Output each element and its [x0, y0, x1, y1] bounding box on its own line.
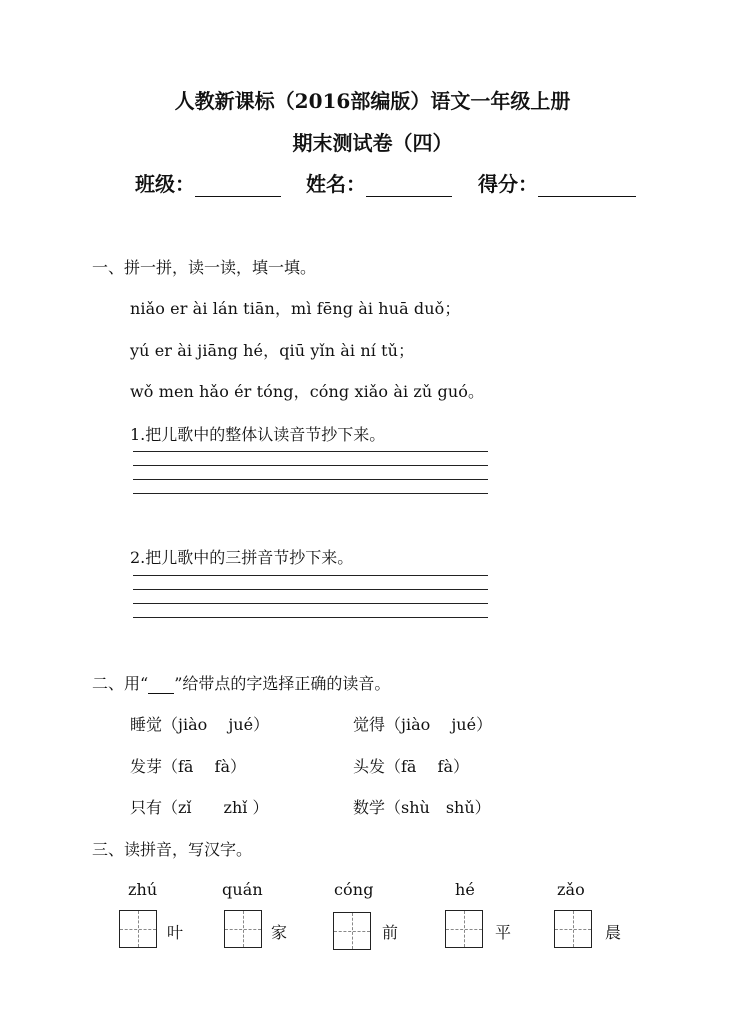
name-field [306, 168, 452, 197]
pinyin-line: wǒ men hǎo ér tóng，cóng xiǎo ài zǔ guó。 [130, 382, 485, 401]
writing-line[interactable] [133, 451, 488, 452]
class-label: 班级： [135, 172, 195, 196]
writing-line[interactable] [133, 617, 488, 618]
pinyin-line: yú er ài jiāng hé，qiū yǐn ài ní tǔ； [130, 341, 415, 360]
class-field [135, 168, 281, 197]
pinyin-prompt: zǎo [557, 880, 585, 899]
writing-line[interactable] [133, 603, 488, 604]
section2-heading-start: 二、用“ [92, 674, 149, 693]
section3-heading: 三、读拼音，写汉字。 [92, 840, 253, 859]
character-grid-box[interactable] [119, 910, 157, 948]
question-1: 1.把儿歌中的整体认读音节抄下来。 [130, 425, 386, 444]
section2-heading [92, 671, 390, 694]
writing-line[interactable] [133, 575, 488, 576]
page-subtitle: 期末测试卷（四） [292, 131, 453, 155]
score-label: 得分： [478, 172, 538, 196]
pinyin-prompt: hé [455, 880, 475, 899]
question-2: 2.把儿歌中的三拼音节抄下来。 [130, 548, 354, 567]
writing-line[interactable] [133, 465, 488, 466]
reading-choice[interactable]: 发芽（fā fà） [130, 757, 247, 776]
writing-line[interactable] [133, 479, 488, 480]
pinyin-line: niǎo er ài lán tiān，mì fēng ài huā duǒ； [130, 299, 461, 318]
reading-choice[interactable]: 数学（shù shǔ） [353, 798, 491, 817]
given-character: 前 [382, 923, 399, 942]
section1-heading: 一、拼一拼，读一读，填一填。 [92, 258, 317, 277]
pinyin-prompt: zhú [128, 880, 158, 899]
given-character: 叶 [167, 923, 184, 942]
score-blank[interactable] [538, 174, 636, 197]
given-character: 家 [271, 923, 288, 942]
page-title: 人教新课标（2016部编版）语文一年级上册 [174, 89, 571, 113]
character-grid-box[interactable] [554, 910, 592, 948]
section2-heading-end: ”给带点的字选择正确的读音。 [174, 674, 391, 693]
reading-choice[interactable]: 睡觉（jiào jué） [130, 715, 270, 734]
character-grid-box[interactable] [445, 910, 483, 948]
pinyin-prompt: quán [222, 880, 263, 899]
reading-choice[interactable]: 头发（fā fà） [353, 757, 470, 776]
pinyin-prompt: cóng [334, 880, 374, 899]
given-character: 平 [495, 923, 512, 942]
reading-choice[interactable]: 只有（zǐ zhǐ ） [130, 798, 269, 817]
name-blank[interactable] [366, 174, 452, 197]
character-grid-box[interactable] [224, 910, 262, 948]
underline-sample [148, 679, 174, 694]
name-label: 姓名： [306, 172, 366, 196]
score-field [478, 168, 636, 197]
writing-line[interactable] [133, 589, 488, 590]
character-grid-box[interactable] [333, 912, 371, 950]
class-blank[interactable] [195, 174, 281, 197]
reading-choice[interactable]: 觉得（jiào jué） [353, 715, 493, 734]
writing-line[interactable] [133, 493, 488, 494]
given-character: 晨 [605, 923, 622, 942]
